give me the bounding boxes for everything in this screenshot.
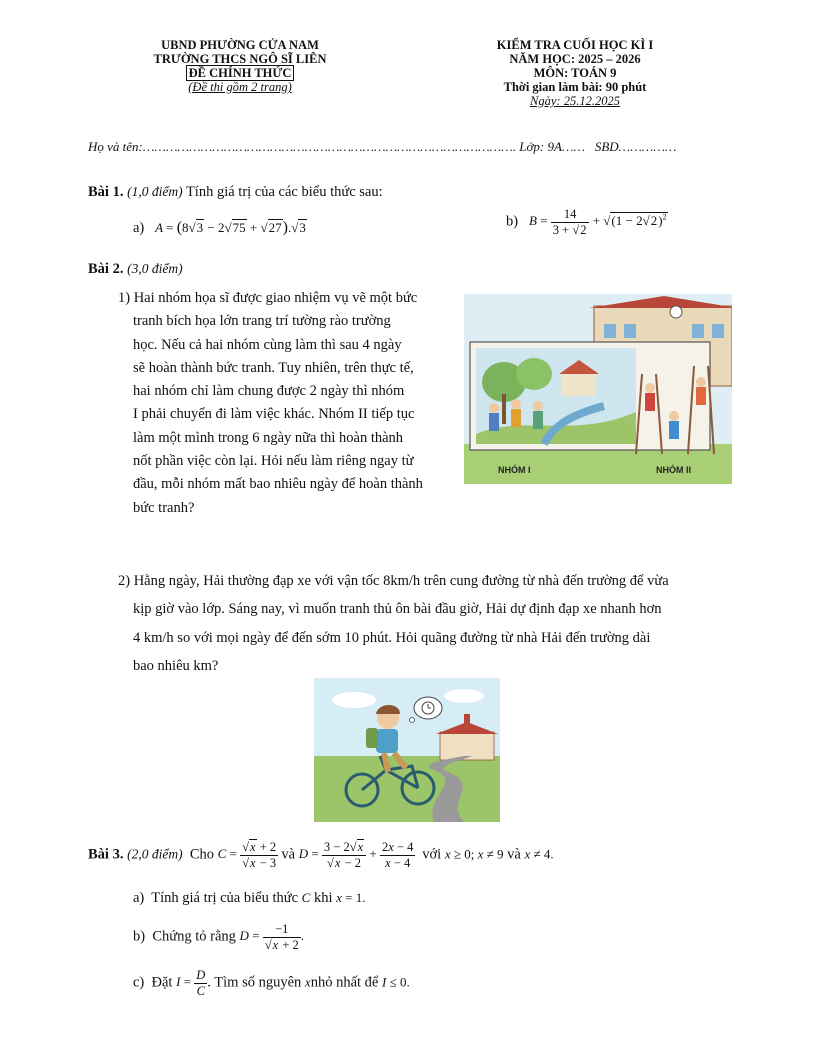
group-1-label: NHÓM I bbox=[498, 465, 531, 475]
expr-c-def: C = $\frac{√x + 2}{√x - 3}$ bbox=[217, 840, 277, 870]
mural-illustration-svg bbox=[464, 294, 732, 484]
official-label: ĐỀ CHÍNH THỨC bbox=[110, 66, 370, 80]
bai1-b: b) B = $\frac{14}{3 + √2}$ + $√(1 - 2√2)^2$ bbox=[506, 206, 667, 237]
mural-illustration bbox=[464, 294, 732, 484]
student-name-field: Họ và tên:……………………………………………………………………………………. bbox=[88, 139, 517, 154]
bai3-heading: Bài 3. (2,0 điểm) Cho C = $\frac{√x + 2}{√x - 3}$ và D = $\frac{3 - 2√x}{√x - 2}$ + $\frac{2x - 4}{x - 4}$ với x ≥ 0; x ≠ 9 và x ≠ 4. bbox=[88, 840, 554, 870]
subject: MÔN: TOÁN 9 bbox=[533, 66, 617, 80]
bai2-heading: Bài 2. (3,0 điểm) bbox=[88, 261, 183, 277]
bai2-part2: 2) Hằng ngày, Hải thường đạp xe với vận tốc 8km/h trên cung đường từ nhà đến trường để vừa kịp giờ vào lớp. Sáng nay, vì muốn tranh thủ ôn bài đầu giờ, Hải dự định đạp xe nhanh hơn 4 km/h so với mọi ngày để đến sớm 10 phút. Hỏi quãng đường từ nhà Hải đến trường dài bao nhiêu km? bbox=[118, 573, 669, 674]
bai3-c: c) Đặt I = $\frac{D}{C}$ . Tìm số nguyên xnhỏ nhất để I ≤ 0. bbox=[133, 968, 410, 998]
cyclist-illustration-svg bbox=[314, 678, 500, 822]
expr-i-def: I = $\frac{D}{C}$ bbox=[176, 968, 206, 998]
bai3-b: b) Chứng tỏ rằng D = $\frac{-1}{√x + 2}$ . bbox=[133, 922, 305, 952]
header-right bbox=[440, 38, 710, 108]
domain-conditions: x ≥ 0; x ≠ 9 bbox=[444, 846, 504, 862]
district-name: UBND PHƯỜNG CỬA NAM bbox=[161, 38, 319, 52]
sbd-field: SBD…………… bbox=[594, 139, 677, 154]
school-year: NĂM HỌC: 2025 – 2026 bbox=[509, 52, 641, 66]
bai1-heading: Bài 1. (1,0 điểm) Tính giá trị của các biểu thức sau: bbox=[88, 184, 383, 200]
bai3-a: a) Tính giá trị của biểu thức C khi x = 1. bbox=[133, 890, 366, 906]
expr-a: A = (8√3 − 2√75 + √27).√3 bbox=[155, 219, 306, 236]
exam-date: Ngày: 25.12.2025 bbox=[530, 94, 620, 108]
bai1-a: a) A = (8√3 − 2√75 + √27).√3 bbox=[133, 219, 306, 236]
header-left bbox=[110, 38, 370, 94]
bai2-part1: 1) Hai nhóm họa sĩ được giao nhiệm vụ vẽ một bức tranh bích họa lớn trang trí tường rào trường học. Nếu cả hai nhóm cùng làm thì sau 4 ngày sẽ hoàn thành bức tranh. Tuy nhiên, trên thực tế, hai nhóm chỉ làm chung được 2 ngày thì nhóm I phải chuyển đi làm việc khác. Nhóm II tiếp tục làm một mình trong 6 ngày nữa thì hoàn thành nốt phần việc còn lại. Hỏi nếu làm riêng ngay từ đầu, mỗi nhóm mất bao nhiêu ngày để hoàn thành bức tranh? bbox=[118, 290, 423, 516]
expr-b: B = $\frac{14}{3 + √2}$ + $√(1 - 2√2)^2$ bbox=[528, 206, 667, 237]
exam-title: KIỂM TRA CUỐI HỌC KÌ I bbox=[496, 38, 654, 52]
student-info-line bbox=[88, 139, 676, 155]
group-2-label: NHÓM II bbox=[656, 465, 691, 475]
page-count-note: (Đề thi gồm 2 trang) bbox=[188, 80, 292, 94]
expr-d-def: D = $\frac{3 - 2√x}{√x - 2}$ + $\frac{2x - 4}{x - 4}$ bbox=[298, 840, 414, 870]
duration: Thời gian làm bài: 90 phút bbox=[503, 80, 647, 94]
class-field: Lớp: 9A…… bbox=[519, 139, 586, 154]
expr-d-result: D = $\frac{-1}{√x + 2}$ . bbox=[239, 922, 305, 952]
school-name: TRƯỜNG THCS NGÔ SĨ LIÊN bbox=[153, 52, 327, 66]
cyclist-illustration bbox=[314, 678, 500, 822]
